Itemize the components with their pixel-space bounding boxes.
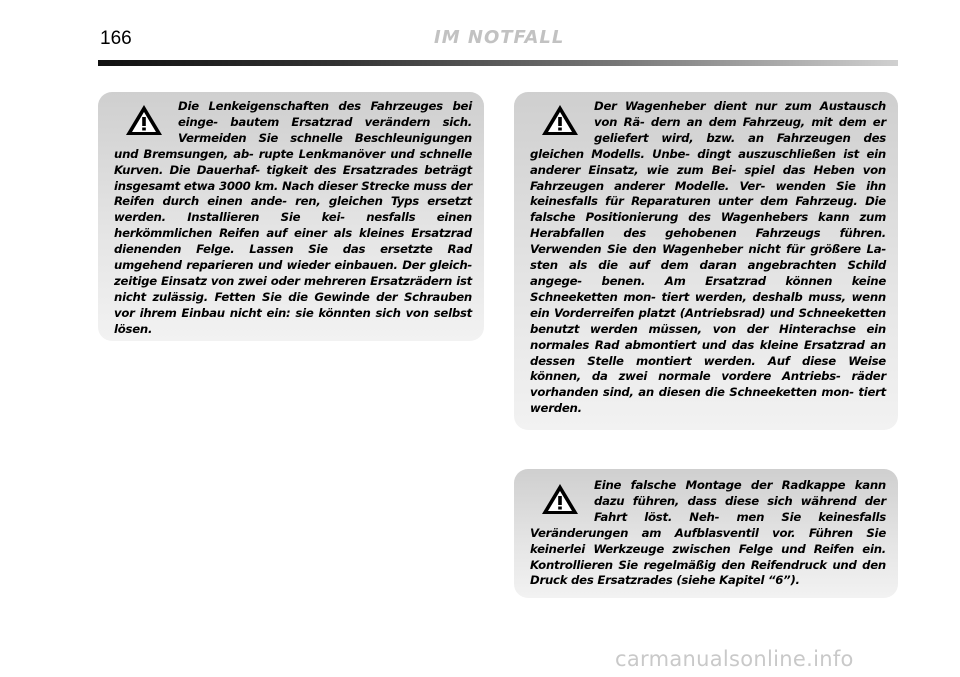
warning-triangle-icon <box>540 103 580 137</box>
warning-box-steering <box>98 92 484 341</box>
warning-text: Die Lenkeigenschaften des Fahrzeuges bei einge- bautem Ersatzrad verändern sich. Vermeiden Sie schnelle Beschleunigungen und Bremsungen, ab- rupte Lenkmanöver und schnelle Kurven. Die Dauerhaf- tigkeit des Ersatzrades beträgt insgesamt etwa 3000 km. Nach dieser Strecke muss der Reifen durch einen ande- ren, gleichen Typs ersetzt werden. Installieren Sie kei- nesfalls einen herkömmlichen Reifen auf einer als kleines Ersatzrad dienenden Felge. Lassen Sie das ersetzte Rad umgehend reparieren und wieder einbauen. Der gleich- zeitige Einsatz von zwei oder mehreren Ersatzrädern ist nicht zulässig. Fetten Sie die Gewinde der Schrauben vor ihrem Einbau nicht ein: sie könnten sich von selbst lösen. <box>114 99 472 336</box>
warning-box-jack <box>514 92 898 430</box>
warning-triangle-icon <box>540 482 580 516</box>
warning-triangle-icon <box>124 103 164 137</box>
header-rule <box>98 60 898 66</box>
warning-box-hubcap <box>514 469 898 598</box>
page-number: 166 <box>100 28 132 49</box>
watermark: carmanualsonline.info <box>615 647 854 671</box>
warning-text: Der Wagenheber dient nur zum Austausch von Rä- dern an dem Fahrzeug, mit dem er geliefert wird, bzw. an Fahrzeugen des gleichen Modells. Unbe- dingt auszuschließen ist ein anderer Einsatz, wie zum Bei- spiel das Heben von Fahrzeugen anderer Modelle. Ver- wenden Sie ihn keinesfalls für Reparaturen unter dem Fahrzeug. Die falsche Positionierung des Wagenhebers kann zum Herabfallen des gehobenen Fahrzeugs führen. Verwenden Sie den Wagenheber nicht für größere La- sten als die auf dem daran angebrachten Schild angege- benen. Am Ersatzrad können keine Schneeketten mon- tiert werden, deshalb muss, wenn ein Vorderreifen platzt (Antriebsrad) und Schneeketten benutzt werden müssen, von der Hinterachse ein normales Rad abmontiert und das kleine Ersatzrad an dessen Stelle montiert werden. Auf diese Weise können, da zwei normale vordere Antriebs- räder vorhanden sind, an diesen die Schneeketten mon- tiert werden. <box>530 99 886 416</box>
section-title: IM NOTFALL <box>434 27 565 48</box>
warning-text: Eine falsche Montage der Radkappe kann dazu führen, dass diese sich während der Fahrt löst. Neh- men Sie keinesfalls Veränderungen am Aufblasventil vor. Führen Sie keinerlei Werkzeuge zwischen Felge und Reifen ein. Kontrollieren Sie regelmäßig den Reifendruck und den Druck des Ersatzrades (siehe Kapitel “6”). <box>530 478 886 588</box>
